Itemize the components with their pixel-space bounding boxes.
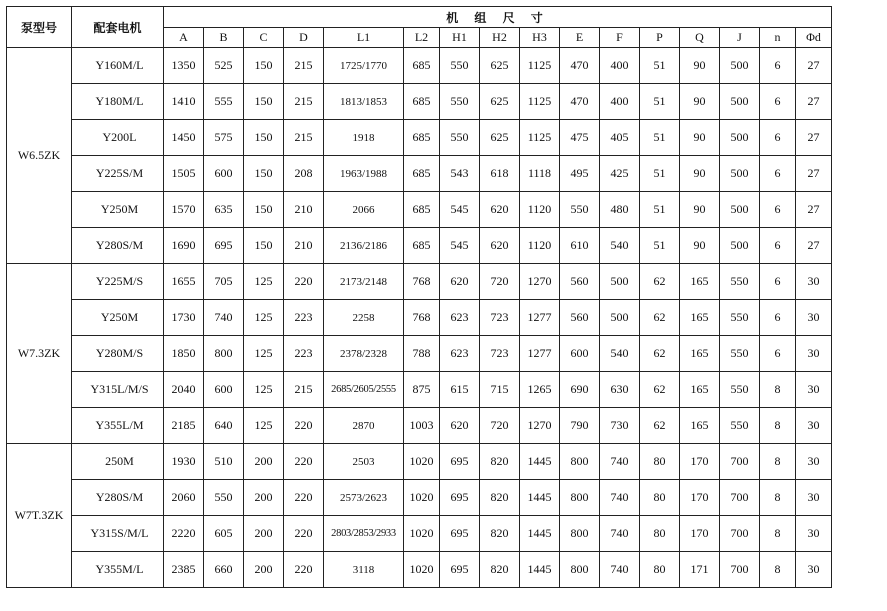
dimension-cell: 470 <box>560 48 600 84</box>
motor-cell: Y250M <box>72 192 164 228</box>
dimension-cell: 170 <box>680 516 720 552</box>
dimension-cell: 51 <box>640 84 680 120</box>
dimension-cell: 125 <box>244 300 284 336</box>
dimension-cell: 6 <box>760 48 796 84</box>
dimension-cell: 150 <box>244 120 284 156</box>
table-row <box>7 84 832 120</box>
dimension-cell: 1930 <box>164 444 204 480</box>
dimension-cell: 6 <box>760 84 796 120</box>
dimension-cell: 1445 <box>520 552 560 588</box>
dimension-cell: 1125 <box>520 84 560 120</box>
table-row <box>7 336 832 372</box>
dimension-cell: 200 <box>244 552 284 588</box>
dimension-cell: 90 <box>680 84 720 120</box>
dimension-cell: 90 <box>680 228 720 264</box>
dimension-cell: 1850 <box>164 336 204 372</box>
dimension-cell: 600 <box>560 336 600 372</box>
dimension-cell: 820 <box>480 480 520 516</box>
dimension-cell: 30 <box>796 264 832 300</box>
dimension-cell: 90 <box>680 156 720 192</box>
dimension-cell: 2803/2853/2933 <box>324 516 404 552</box>
dimension-cell: 405 <box>600 120 640 156</box>
dimension-cell: 550 <box>204 480 244 516</box>
motor-cell: Y355M/L <box>72 552 164 588</box>
dimension-cell: 165 <box>680 372 720 408</box>
table-row <box>7 552 832 588</box>
dimension-cell: 30 <box>796 336 832 372</box>
dimension-cell: 1655 <box>164 264 204 300</box>
dimension-cell: 165 <box>680 264 720 300</box>
motor-cell: Y280S/M <box>72 228 164 264</box>
dimension-cell: 623 <box>440 336 480 372</box>
unit-dimensions-header: 机 组 尺 寸 <box>164 7 832 28</box>
dimension-cell: 150 <box>244 228 284 264</box>
dimension-cell: 80 <box>640 552 680 588</box>
table-row <box>7 372 832 408</box>
dimension-cell: 800 <box>560 552 600 588</box>
dimension-cell: 1450 <box>164 120 204 156</box>
dimension-cell: 1270 <box>520 408 560 444</box>
dimension-cell: 30 <box>796 300 832 336</box>
dimension-cell: 560 <box>560 264 600 300</box>
dimension-cell: 715 <box>480 372 520 408</box>
column-header: P <box>640 28 680 48</box>
dimension-cell: 875 <box>404 372 440 408</box>
table-row <box>7 264 832 300</box>
motor-cell: Y180M/L <box>72 84 164 120</box>
dimension-cell: 6 <box>760 264 796 300</box>
dimension-cell: 723 <box>480 336 520 372</box>
dimension-cell: 695 <box>440 480 480 516</box>
column-header: H2 <box>480 28 520 48</box>
column-header: H3 <box>520 28 560 48</box>
dimension-cell: 150 <box>244 156 284 192</box>
dimension-cell: 1570 <box>164 192 204 228</box>
dimension-cell: 500 <box>720 84 760 120</box>
column-header: Φd <box>796 28 832 48</box>
dimension-cell: 790 <box>560 408 600 444</box>
dimension-cell: 620 <box>440 264 480 300</box>
dimension-cell: 223 <box>284 300 324 336</box>
dimension-cell: 2173/2148 <box>324 264 404 300</box>
dimension-cell: 80 <box>640 444 680 480</box>
dimension-cell: 618 <box>480 156 520 192</box>
dimension-cell: 150 <box>244 48 284 84</box>
dimension-cell: 223 <box>284 336 324 372</box>
dimension-cell: 1505 <box>164 156 204 192</box>
column-header: D <box>284 28 324 48</box>
dimension-cell: 685 <box>404 156 440 192</box>
dimension-cell: 640 <box>204 408 244 444</box>
dimension-cell: 170 <box>680 480 720 516</box>
dimension-cell: 695 <box>440 552 480 588</box>
dimension-cell: 3118 <box>324 552 404 588</box>
dimension-cell: 723 <box>480 300 520 336</box>
dimension-cell: 125 <box>244 336 284 372</box>
column-header: A <box>164 28 204 48</box>
dimension-cell: 623 <box>440 300 480 336</box>
dimension-cell: 30 <box>796 516 832 552</box>
column-header: C <box>244 28 284 48</box>
dimension-cell: 1963/1988 <box>324 156 404 192</box>
dimension-cell: 550 <box>720 408 760 444</box>
dimension-cell: 1813/1853 <box>324 84 404 120</box>
dimension-cell: 1125 <box>520 120 560 156</box>
dimension-cell: 620 <box>480 192 520 228</box>
dimension-cell: 625 <box>480 120 520 156</box>
dimension-cell: 62 <box>640 372 680 408</box>
dimension-cell: 685 <box>404 84 440 120</box>
pump-model-cell: W7.3ZK <box>7 264 72 444</box>
dimension-cell: 550 <box>560 192 600 228</box>
dimension-cell: 2573/2623 <box>324 480 404 516</box>
dimension-cell: 550 <box>440 120 480 156</box>
dimension-cell: 1445 <box>520 516 560 552</box>
dimension-cell: 625 <box>480 84 520 120</box>
dimension-cell: 800 <box>560 480 600 516</box>
table-body <box>7 48 832 588</box>
dimension-cell: 62 <box>640 264 680 300</box>
dimension-cell: 630 <box>600 372 640 408</box>
dimension-cell: 30 <box>796 552 832 588</box>
dimension-cell: 27 <box>796 48 832 84</box>
column-header: B <box>204 28 244 48</box>
dimension-cell: 730 <box>600 408 640 444</box>
dimension-cell: 470 <box>560 84 600 120</box>
dimension-cell: 200 <box>244 480 284 516</box>
dimension-cell: 500 <box>600 264 640 300</box>
dimension-cell: 500 <box>720 192 760 228</box>
dimension-cell: 540 <box>600 228 640 264</box>
dimension-cell: 525 <box>204 48 244 84</box>
dimension-cell: 210 <box>284 192 324 228</box>
dimension-cell: 90 <box>680 192 720 228</box>
dimension-cell: 550 <box>720 264 760 300</box>
dimension-cell: 215 <box>284 48 324 84</box>
dimension-cell: 740 <box>600 552 640 588</box>
dimension-cell: 27 <box>796 156 832 192</box>
dimension-cell: 2503 <box>324 444 404 480</box>
dimension-cell: 1350 <box>164 48 204 84</box>
dimension-cell: 208 <box>284 156 324 192</box>
dimension-cell: 788 <box>404 336 440 372</box>
column-header: L2 <box>404 28 440 48</box>
dimension-cell: 1410 <box>164 84 204 120</box>
dimension-cell: 1020 <box>404 516 440 552</box>
dimension-cell: 500 <box>600 300 640 336</box>
dimension-cell: 1020 <box>404 552 440 588</box>
dimension-cell: 80 <box>640 480 680 516</box>
dimension-cell: 425 <box>600 156 640 192</box>
dimension-cell: 2060 <box>164 480 204 516</box>
motor-cell: Y160M/L <box>72 48 164 84</box>
dimension-cell: 62 <box>640 408 680 444</box>
dimension-cell: 220 <box>284 264 324 300</box>
dimension-cell: 555 <box>204 84 244 120</box>
dimension-cell: 685 <box>404 192 440 228</box>
dimension-cell: 27 <box>796 120 832 156</box>
dimension-cell: 2870 <box>324 408 404 444</box>
dimension-cell: 1118 <box>520 156 560 192</box>
dimension-cell: 800 <box>204 336 244 372</box>
dimension-cell: 740 <box>600 516 640 552</box>
dimension-cell: 27 <box>796 84 832 120</box>
dimension-cell: 685 <box>404 120 440 156</box>
dimension-cell: 51 <box>640 156 680 192</box>
dimension-cell: 125 <box>244 408 284 444</box>
dimension-cell: 2220 <box>164 516 204 552</box>
dimension-cell: 800 <box>560 516 600 552</box>
dimension-cell: 220 <box>284 516 324 552</box>
dimension-cell: 550 <box>720 300 760 336</box>
dimension-cell: 550 <box>720 372 760 408</box>
dimension-cell: 171 <box>680 552 720 588</box>
dimension-cell: 1265 <box>520 372 560 408</box>
dimension-cell: 8 <box>760 408 796 444</box>
dimension-cell: 1125 <box>520 48 560 84</box>
dimension-cell: 1277 <box>520 336 560 372</box>
table-row <box>7 408 832 444</box>
column-header: J <box>720 28 760 48</box>
dimension-cell: 740 <box>204 300 244 336</box>
dimension-cell: 90 <box>680 120 720 156</box>
motor-cell: Y225M/S <box>72 264 164 300</box>
column-header: n <box>760 28 796 48</box>
dimension-cell: 685 <box>404 228 440 264</box>
column-header: Q <box>680 28 720 48</box>
dimension-cell: 1020 <box>404 480 440 516</box>
dimension-cell: 500 <box>720 156 760 192</box>
dimension-cell: 1445 <box>520 444 560 480</box>
dimension-cell: 1725/1770 <box>324 48 404 84</box>
motor-cell: Y315S/M/L <box>72 516 164 552</box>
table-row <box>7 228 832 264</box>
dimension-cell: 685 <box>404 48 440 84</box>
dimension-cell: 1445 <box>520 480 560 516</box>
dimension-table-container <box>6 6 832 588</box>
pump-model-cell: W7T.3ZK <box>7 444 72 588</box>
dimension-cell: 150 <box>244 192 284 228</box>
dimension-cell: 200 <box>244 516 284 552</box>
dimension-cell: 2066 <box>324 192 404 228</box>
dimension-cell: 1730 <box>164 300 204 336</box>
dimension-cell: 1918 <box>324 120 404 156</box>
dimension-cell: 475 <box>560 120 600 156</box>
table-row <box>7 516 832 552</box>
dimension-cell: 540 <box>600 336 640 372</box>
dimension-cell: 27 <box>796 192 832 228</box>
dimension-cell: 1690 <box>164 228 204 264</box>
dimension-cell: 62 <box>640 300 680 336</box>
dimension-cell: 660 <box>204 552 244 588</box>
dimension-cell: 510 <box>204 444 244 480</box>
dimension-cell: 700 <box>720 516 760 552</box>
dimension-cell: 215 <box>284 84 324 120</box>
dimension-cell: 610 <box>560 228 600 264</box>
table-row <box>7 120 832 156</box>
dimension-cell: 6 <box>760 156 796 192</box>
motor-cell: 250M <box>72 444 164 480</box>
dimension-cell: 480 <box>600 192 640 228</box>
dimension-cell: 700 <box>720 480 760 516</box>
table-header <box>7 7 832 48</box>
dimension-cell: 90 <box>680 48 720 84</box>
dimension-cell: 6 <box>760 300 796 336</box>
dimension-cell: 690 <box>560 372 600 408</box>
pump-dimension-table <box>6 6 832 588</box>
dimension-cell: 2185 <box>164 408 204 444</box>
dimension-cell: 543 <box>440 156 480 192</box>
dimension-cell: 2378/2328 <box>324 336 404 372</box>
dimension-cell: 30 <box>796 372 832 408</box>
dimension-cell: 220 <box>284 444 324 480</box>
dimension-cell: 605 <box>204 516 244 552</box>
dimension-cell: 30 <box>796 444 832 480</box>
motor-header: 配套电机 <box>72 7 164 48</box>
dimension-cell: 51 <box>640 192 680 228</box>
dimension-cell: 820 <box>480 516 520 552</box>
dimension-cell: 500 <box>720 48 760 84</box>
dimension-cell: 2258 <box>324 300 404 336</box>
dimension-cell: 51 <box>640 48 680 84</box>
dimension-cell: 125 <box>244 264 284 300</box>
dimension-cell: 27 <box>796 228 832 264</box>
dimension-cell: 600 <box>204 156 244 192</box>
dimension-cell: 8 <box>760 444 796 480</box>
dimension-cell: 2685/2605/2555 <box>324 372 404 408</box>
dimension-cell: 1120 <box>520 228 560 264</box>
dimension-cell: 550 <box>720 336 760 372</box>
dimension-cell: 2385 <box>164 552 204 588</box>
pump-model-cell: W6.5ZK <box>7 48 72 264</box>
dimension-cell: 125 <box>244 372 284 408</box>
column-header: E <box>560 28 600 48</box>
motor-cell: Y315L/M/S <box>72 372 164 408</box>
dimension-cell: 8 <box>760 480 796 516</box>
dimension-cell: 220 <box>284 552 324 588</box>
dimension-cell: 700 <box>720 552 760 588</box>
dimension-cell: 615 <box>440 372 480 408</box>
dimension-cell: 6 <box>760 228 796 264</box>
motor-cell: Y200L <box>72 120 164 156</box>
dimension-cell: 695 <box>204 228 244 264</box>
dimension-cell: 6 <box>760 120 796 156</box>
dimension-cell: 210 <box>284 228 324 264</box>
dimension-cell: 500 <box>720 120 760 156</box>
motor-cell: Y280M/S <box>72 336 164 372</box>
dimension-cell: 165 <box>680 408 720 444</box>
table-row <box>7 480 832 516</box>
dimension-cell: 170 <box>680 444 720 480</box>
table-row <box>7 192 832 228</box>
dimension-cell: 8 <box>760 516 796 552</box>
dimension-cell: 165 <box>680 336 720 372</box>
pump-model-header: 泵型号 <box>7 7 72 48</box>
dimension-cell: 600 <box>204 372 244 408</box>
dimension-cell: 51 <box>640 120 680 156</box>
column-header: L1 <box>324 28 404 48</box>
dimension-cell: 545 <box>440 192 480 228</box>
motor-cell: Y225S/M <box>72 156 164 192</box>
table-row <box>7 48 832 84</box>
dimension-cell: 1277 <box>520 300 560 336</box>
dimension-cell: 165 <box>680 300 720 336</box>
dimension-cell: 1270 <box>520 264 560 300</box>
motor-cell: Y280S/M <box>72 480 164 516</box>
dimension-cell: 820 <box>480 552 520 588</box>
dimension-cell: 740 <box>600 480 640 516</box>
table-row <box>7 444 832 480</box>
dimension-cell: 620 <box>480 228 520 264</box>
dimension-cell: 400 <box>600 48 640 84</box>
table-row <box>7 156 832 192</box>
dimension-cell: 575 <box>204 120 244 156</box>
dimension-cell: 1003 <box>404 408 440 444</box>
dimension-cell: 620 <box>440 408 480 444</box>
dimension-cell: 700 <box>720 444 760 480</box>
dimension-cell: 495 <box>560 156 600 192</box>
dimension-cell: 400 <box>600 84 640 120</box>
dimension-cell: 768 <box>404 300 440 336</box>
dimension-cell: 705 <box>204 264 244 300</box>
dimension-cell: 6 <box>760 192 796 228</box>
dimension-cell: 2136/2186 <box>324 228 404 264</box>
dimension-cell: 220 <box>284 480 324 516</box>
dimension-cell: 8 <box>760 552 796 588</box>
dimension-cell: 62 <box>640 336 680 372</box>
dimension-cell: 800 <box>560 444 600 480</box>
dimension-cell: 150 <box>244 84 284 120</box>
column-header: H1 <box>440 28 480 48</box>
dimension-cell: 545 <box>440 228 480 264</box>
dimension-cell: 1120 <box>520 192 560 228</box>
dimension-cell: 720 <box>480 408 520 444</box>
dimension-cell: 695 <box>440 444 480 480</box>
dimension-cell: 200 <box>244 444 284 480</box>
dimension-cell: 625 <box>480 48 520 84</box>
dimension-cell: 550 <box>440 84 480 120</box>
table-row <box>7 300 832 336</box>
dimension-cell: 215 <box>284 120 324 156</box>
dimension-cell: 2040 <box>164 372 204 408</box>
column-header: F <box>600 28 640 48</box>
dimension-cell: 635 <box>204 192 244 228</box>
dimension-cell: 560 <box>560 300 600 336</box>
dimension-cell: 720 <box>480 264 520 300</box>
dimension-cell: 220 <box>284 408 324 444</box>
dimension-cell: 30 <box>796 408 832 444</box>
dimension-cell: 1020 <box>404 444 440 480</box>
dimension-cell: 215 <box>284 372 324 408</box>
dimension-cell: 8 <box>760 372 796 408</box>
dimension-cell: 740 <box>600 444 640 480</box>
dimension-cell: 820 <box>480 444 520 480</box>
motor-cell: Y355L/M <box>72 408 164 444</box>
dimension-cell: 768 <box>404 264 440 300</box>
dimension-cell: 30 <box>796 480 832 516</box>
dimension-cell: 500 <box>720 228 760 264</box>
motor-cell: Y250M <box>72 300 164 336</box>
dimension-cell: 51 <box>640 228 680 264</box>
dimension-cell: 80 <box>640 516 680 552</box>
dimension-cell: 695 <box>440 516 480 552</box>
dimension-cell: 6 <box>760 336 796 372</box>
dimension-cell: 550 <box>440 48 480 84</box>
